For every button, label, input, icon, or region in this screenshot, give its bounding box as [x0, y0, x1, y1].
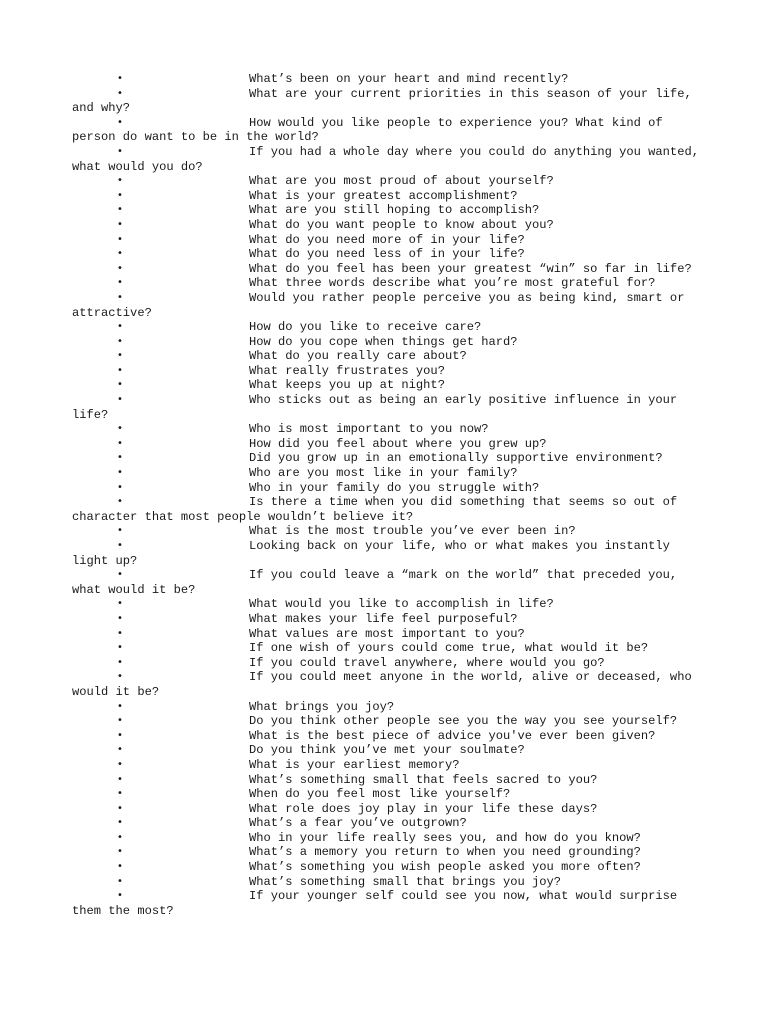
list-item: [72, 393, 702, 422]
question-text: Who in your family do you struggle with?: [249, 480, 540, 495]
list-item: [72, 758, 702, 773]
bullet-icon: •: [117, 379, 123, 391]
bullet-icon: •: [117, 729, 123, 741]
list-item: [72, 189, 702, 204]
list-item: [72, 218, 702, 233]
bullet-icon: •: [117, 73, 123, 84]
bullet-icon: •: [117, 846, 123, 858]
question-text: What brings you joy?: [249, 699, 395, 714]
bullet-icon: •: [117, 496, 123, 508]
bullet-icon: •: [117, 773, 123, 785]
question-text: When do you feel most like yourself?: [249, 787, 511, 802]
list-item: [72, 262, 702, 277]
list-item: [72, 700, 702, 715]
question-text: What three words describe what you’re most grateful for?: [249, 276, 656, 291]
bullet-icon: •: [117, 277, 123, 289]
list-item: [72, 831, 702, 846]
list-item: [72, 422, 702, 437]
question-text: Do you think you’ve met your soulmate?: [249, 743, 525, 758]
question-text: Who in your life really sees you, and how do you know?: [249, 830, 641, 845]
list-item: [72, 670, 702, 699]
bullet-icon: •: [117, 262, 123, 274]
list-item: [72, 291, 702, 320]
list-item: [72, 875, 702, 890]
question-text: What is the best piece of advice you've ever been given?: [249, 728, 656, 743]
list-item: [72, 743, 702, 758]
bullet-icon: •: [117, 423, 123, 435]
question-text: Did you grow up in an emotionally supportive environment?: [249, 451, 663, 466]
bullet-icon: •: [117, 145, 123, 157]
list-item: [72, 481, 702, 496]
bullet-icon: •: [117, 525, 123, 537]
question-text: What makes your life feel purposeful?: [249, 611, 518, 626]
question-text: If your younger self could see you now, what would surprise them the most?: [72, 889, 678, 918]
list-item: [72, 597, 702, 612]
question-text: Looking back on your life, who or what makes you instantly light up?: [72, 539, 670, 568]
bullet-icon: •: [117, 175, 123, 187]
bullet-icon: •: [117, 481, 123, 493]
question-list: [72, 72, 702, 918]
list-item: [72, 568, 702, 597]
list-item: [72, 787, 702, 802]
list-item: [72, 247, 702, 262]
question-text: What are you most proud of about yourself?: [249, 174, 554, 189]
list-item: [72, 364, 702, 379]
bullet-icon: •: [117, 394, 123, 406]
bullet-icon: •: [117, 467, 123, 479]
bullet-icon: •: [117, 802, 123, 814]
bullet-icon: •: [117, 248, 123, 260]
bullet-icon: •: [117, 233, 123, 245]
list-item: [72, 802, 702, 817]
question-text: What do you feel has been your greatest “win” so far in life?: [249, 261, 692, 276]
list-item: [72, 627, 702, 642]
list-item: [72, 656, 702, 671]
list-item: [72, 641, 702, 656]
question-text: What do you need more of in your life?: [249, 232, 525, 247]
list-item: [72, 276, 702, 291]
bullet-icon: •: [117, 744, 123, 756]
bullet-icon: •: [117, 890, 123, 902]
list-item: [72, 860, 702, 875]
bullet-icon: •: [117, 87, 123, 99]
bullet-icon: •: [117, 569, 123, 581]
list-item: [72, 524, 702, 539]
question-text: What really frustrates you?: [249, 363, 445, 378]
question-text: What’s a memory you return to when you need grounding?: [249, 845, 641, 860]
bullet-icon: •: [117, 817, 123, 829]
question-text: Do you think other people see you the way you see yourself?: [249, 714, 678, 729]
question-text: What do you want people to know about you?: [249, 217, 554, 232]
list-item: [72, 437, 702, 452]
question-text: Would you rather people perceive you as being kind, smart or attractive?: [72, 290, 685, 320]
list-item: [72, 816, 702, 831]
list-item: [72, 773, 702, 788]
bullet-icon: •: [117, 364, 123, 376]
bullet-icon: •: [117, 321, 123, 333]
bullet-icon: •: [117, 291, 123, 303]
list-item: [72, 495, 702, 524]
bullet-icon: •: [117, 598, 123, 610]
question-text: What is your earliest memory?: [249, 757, 460, 772]
bullet-icon: •: [117, 642, 123, 654]
question-text: If you could travel anywhere, where would you go?: [249, 655, 605, 670]
list-item: [72, 335, 702, 350]
bullet-icon: •: [117, 758, 123, 770]
list-item: [72, 889, 702, 918]
bullet-icon: •: [117, 218, 123, 230]
question-text: How did you feel about where you grew up?: [249, 436, 547, 451]
bullet-icon: •: [117, 437, 123, 449]
bullet-icon: •: [117, 671, 123, 683]
question-text: If one wish of yours could come true, what would it be?: [249, 641, 649, 656]
question-text: If you could meet anyone in the world, alive or deceased, who would it be?: [72, 670, 692, 699]
question-text: What’s something small that feels sacred to you?: [249, 772, 598, 787]
list-item: [72, 320, 702, 335]
question-text: How would you like people to experience you? What kind of person do want to be in the world?: [72, 115, 663, 145]
list-item: [72, 845, 702, 860]
question-text: What keeps you up at night?: [249, 378, 445, 393]
bullet-icon: •: [117, 656, 123, 668]
bullet-icon: •: [117, 452, 123, 464]
question-text: What’s been on your heart and mind recently?: [249, 72, 569, 86]
list-item: [72, 714, 702, 729]
list-item: [72, 451, 702, 466]
question-text: Is there a time when you did something that seems so out of character that most people wouldn’t believe it?: [72, 495, 678, 524]
question-text: How do you cope when things get hard?: [249, 334, 518, 349]
list-item: [72, 174, 702, 189]
bullet-icon: •: [117, 116, 123, 128]
list-item: [72, 729, 702, 744]
list-item: [72, 349, 702, 364]
question-text: What do you need less of in your life?: [249, 247, 525, 262]
question-text: What values are most important to you?: [249, 626, 525, 641]
question-text: What’s a fear you’ve outgrown?: [249, 816, 467, 831]
question-text: What’s something you wish people asked you more often?: [249, 860, 641, 875]
bullet-icon: •: [117, 861, 123, 873]
list-item: [72, 116, 702, 145]
bullet-icon: •: [117, 204, 123, 216]
question-text: What is your greatest accomplishment?: [249, 188, 518, 203]
question-text: If you could leave a “mark on the world” that preceded you, what would it be?: [72, 568, 678, 597]
question-text: Who are you most like in your family?: [249, 466, 518, 481]
list-item: [72, 233, 702, 248]
bullet-icon: •: [117, 335, 123, 347]
question-text: What do you really care about?: [249, 349, 467, 364]
question-text: How do you like to receive care?: [249, 320, 482, 335]
question-text: What are you still hoping to accomplish?: [249, 203, 540, 218]
bullet-icon: •: [117, 612, 123, 624]
question-text: Who is most important to you now?: [249, 422, 489, 437]
bullet-icon: •: [117, 540, 123, 551]
bullet-icon: •: [117, 788, 123, 800]
bullet-icon: •: [117, 350, 123, 362]
list-item: [72, 466, 702, 481]
question-text: Who sticks out as being an early positive influence in your life?: [72, 393, 678, 422]
list-item: [72, 87, 702, 116]
question-text: What’s something small that brings you joy?: [249, 874, 562, 889]
bullet-icon: •: [117, 875, 123, 887]
bullet-icon: •: [117, 700, 123, 712]
list-item: [72, 145, 702, 174]
question-text: If you had a whole day where you could do anything you wanted, what would you do?: [72, 144, 699, 174]
bullet-icon: •: [117, 831, 123, 843]
list-item: [72, 203, 702, 218]
question-text: What is the most trouble you’ve ever been in?: [249, 524, 576, 539]
list-item: [72, 539, 702, 568]
bullet-icon: •: [117, 715, 123, 727]
bullet-icon: •: [117, 189, 123, 201]
list-item: [72, 72, 702, 87]
question-text: What would you like to accomplish in life?: [249, 597, 554, 612]
list-item: [72, 378, 702, 393]
bullet-icon: •: [117, 627, 123, 639]
question-text: What are your current priorities in this season of your life, and why?: [72, 86, 692, 116]
question-text: What role does joy play in your life these days?: [249, 801, 598, 816]
list-item: [72, 612, 702, 627]
